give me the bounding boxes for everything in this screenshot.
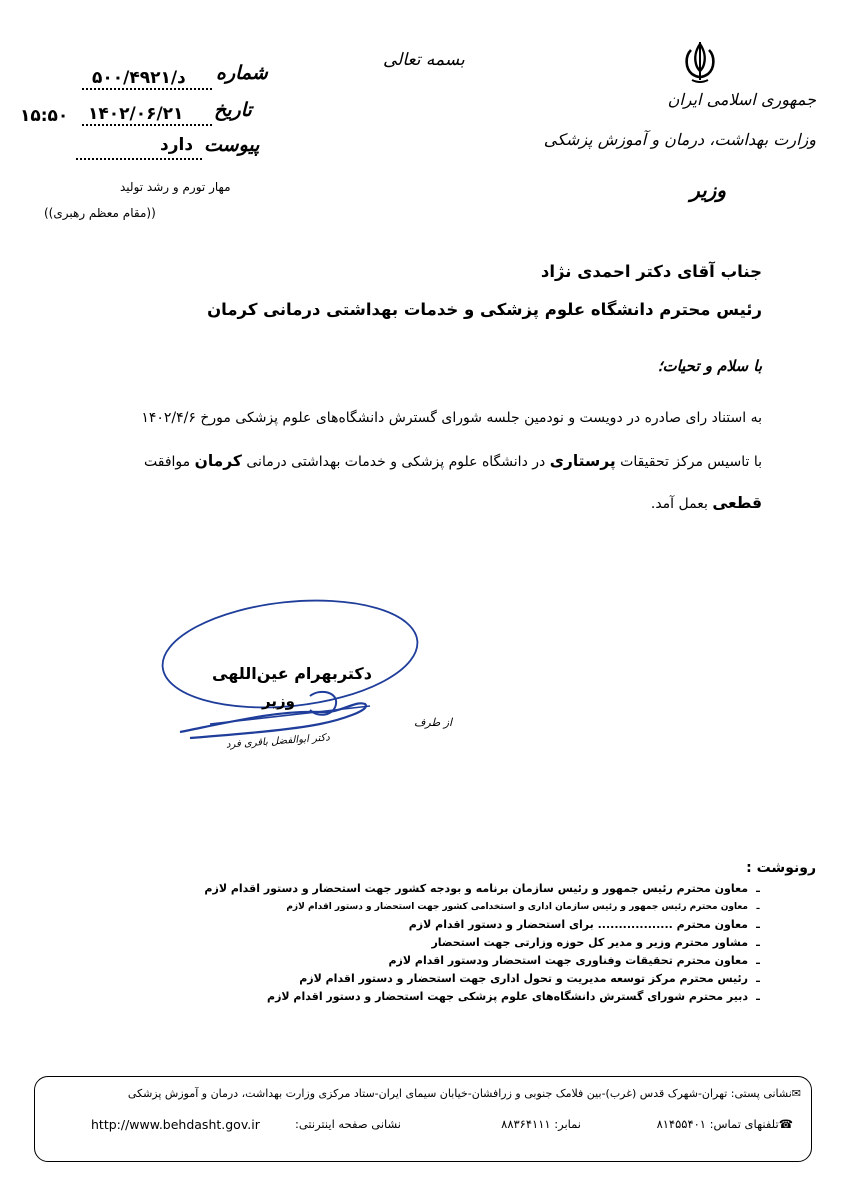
cc-item: ـمعاون محترم تحقیقات وفناوری جهت استحضار ودستور اقدام لازم [388,954,760,967]
cc-item: ـمعاون محترم رئیس جمهور و رئیس سازمان برنامه و بودجه کشور جهت استحضار و دستور اقدام لازم [204,882,760,895]
addressee-title: رئیس محترم دانشگاه علوم پزشکی و خدمات بهداشتی درمانی کرمان [207,300,762,319]
date-dots [82,124,212,126]
cc-title: رونوشت : [746,860,816,876]
number-dots [82,88,212,90]
slogan: مهار تورم و رشد تولید [120,180,231,194]
cc-item: ـمشاور محترم وزیر و مدیر کل حوزه وزارتی جهت استحضار [431,936,760,949]
footer-address: ✉نشانی پستی: تهران-شهرک قدس (غرب)-بین فلامک جنوبی و زرافشان-خیابان سیمای ایران-ستاد مرکزی وزارت بهداشت، درمان و آموزش پزشکی [127,1087,801,1100]
phone-icon: ☎ [778,1117,793,1131]
attachment-dots [76,158,202,160]
cc-item: ـدبیر محترم شورای گسترش دانشگاه‌های علوم پزشکی جهت استحضار و دستور اقدام لازم [267,990,760,1003]
signatory-title: وزیر [262,692,295,710]
date-label: تاریخ [214,99,252,121]
office-title: وزیر [690,178,726,202]
mail-icon: ✉ [791,1087,801,1100]
basmala: بسمه تعالی [383,50,465,70]
footer-website-label: نشانی صفحه اینترنتی: [294,1117,401,1131]
number-label: شماره [216,62,268,84]
body-line-2 [144,452,762,470]
body-emphasis-kerman: کرمان [194,452,242,470]
body-text: در دانشگاه علوم پزشکی و خدمات بهداشتی درمانی [241,454,550,470]
time-value: ۱۵:۵۰ [20,106,69,126]
greeting: با سلام و تحیات؛ [657,357,762,375]
country-name: جمهوری اسلامی ایران [667,90,816,109]
body-emphasis-nursing: پرستاری [549,452,616,470]
footer-box [34,1076,812,1162]
ministry-name: وزارت بهداشت، درمان و آموزش پزشکی [543,130,816,149]
signatory-name: دکتربهرام عین‌اللهی [212,664,372,683]
cc-item: ـرئیس محترم مرکز توسعه مدیریت و تحول اداری جهت استحضار و دستور اقدام لازم [299,972,760,985]
iran-emblem [680,40,720,86]
date-value: ۱۴۰۲/۰۶/۲۱ [88,104,184,124]
footer-fax: نمابر: ۸۸۳۶۴۱۱۱ [501,1117,581,1131]
footer-website-link[interactable]: http://www.behdasht.gov.ir [91,1117,260,1132]
attachment-label: پیوست [204,134,260,156]
cc-item: ـمعاون محترم .................. برای استحضار و دستور اقدام لازم [408,918,760,931]
body-text: موافقت [144,454,195,470]
body-line-3 [651,494,762,512]
body-text: بعمل آمد. [650,496,713,512]
cc-list [204,880,768,1006]
body-emphasis-final: قطعی [712,494,762,512]
body-line-1: به استناد رای صادره در دویست و نودمین جلسه شورای گسترش دانشگاه‌های علوم پزشکی مورخ ۱۴۰۲/۴/۶ [141,410,762,426]
attachment-value: دارد [160,135,194,155]
slogan-source: ((مقام معظم رهبری)) [44,206,156,220]
cc-item: ـمعاون محترم رئیس جمهور و رئیس سازمان اداری و استخدامی کشور جهت استحضار و دستور اقدام لازم [286,902,760,912]
body-text: با تاسیس مرکز تحقیقات [615,454,762,470]
footer-phone: ☎تلفنهای تماس: ۸۱۴۵۵۴۰۱ [656,1117,793,1131]
signer-name: دکتر ابوالفضل باقری فرد [225,732,331,751]
addressee-name: جناب آقای دکتر احمدی نژاد [540,262,762,281]
on-behalf-note: از طرف [414,716,453,729]
number-value: د/۵۰۰/۴۹۲۱ [92,68,186,88]
